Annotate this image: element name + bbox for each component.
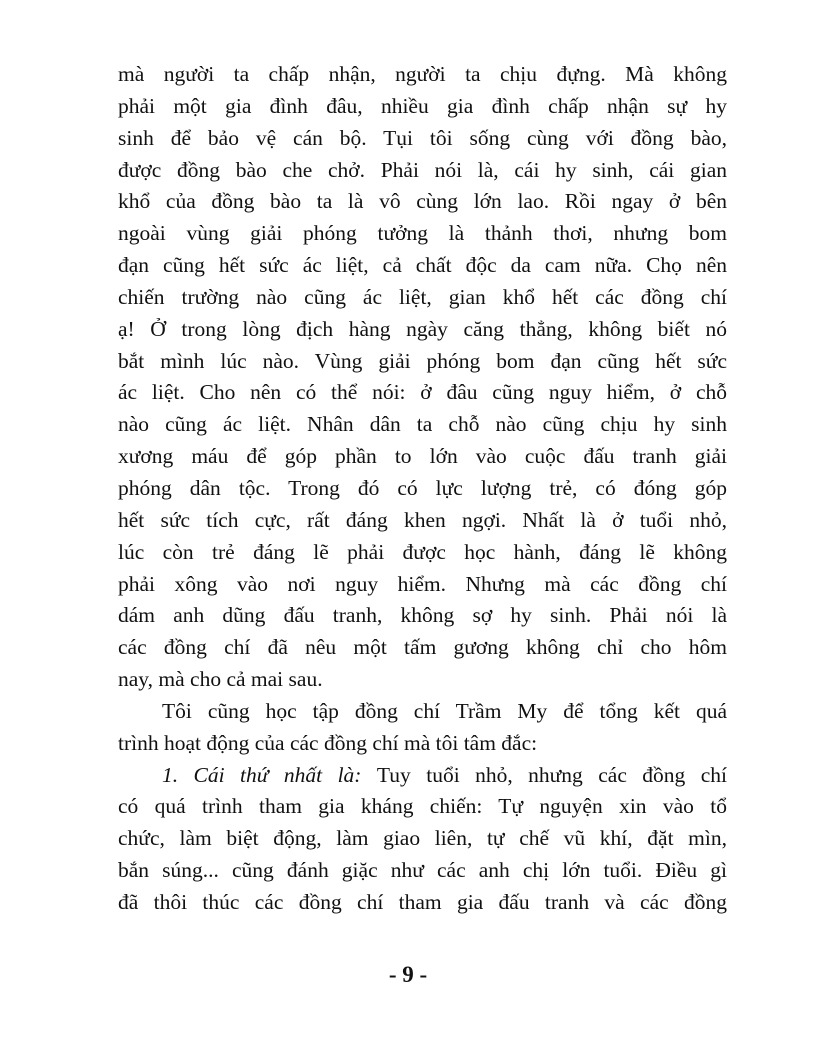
text-line: phóng dân tộc. Trong đó có lực lượng trẻ, có đóng góp (118, 475, 727, 500)
text-line: phải một gia đình đâu, nhiều gia đình chấp nhận sự hy (118, 93, 727, 118)
text-line: nay, mà cho cả mai sau. (118, 667, 323, 692)
text-line: xương máu để góp phần to lớn vào cuộc đấu tranh giải (118, 444, 727, 469)
text-line: sinh để bảo vệ cán bộ. Tụi tôi sống cùng với đồng bào, (118, 125, 727, 150)
text-line: ác liệt. Cho nên có thể nói: ở đâu cũng nguy hiểm, ở chỗ (118, 380, 727, 405)
text-line: Tôi cũng học tập đồng chí Trầm My để tổng kết quá (162, 698, 727, 723)
text-line: chức, làm biệt động, làm giao liên, tự chế vũ khí, đặt mìn, (118, 826, 727, 851)
body-text (118, 59, 727, 919)
text-line: bắt mình lúc nào. Vùng giải phóng bom đạn cũng hết sức (118, 348, 727, 373)
text-line: có quá trình tham gia kháng chiến: Tự nguyện xin vào tổ (118, 794, 727, 819)
text-line: được đồng bào che chở. Phải nói là, cái hy sinh, cái gian (118, 157, 727, 182)
text-line (118, 760, 727, 792)
text-line: các đồng chí đã nêu một tấm gương không chỉ cho hôm (118, 635, 727, 660)
text-line: dám anh dũng đấu tranh, không sợ hy sinh. Phải nói là (118, 603, 727, 628)
text-line: mà người ta chấp nhận, người ta chịu đựng. Mà không (118, 62, 727, 86)
text-line: khổ của đồng bào ta là vô cùng lớn lao. Rồi ngay ở bên (118, 189, 727, 214)
list-item-text: Tuy tuổi nhỏ, nhưng các đồng chí (376, 762, 727, 787)
text-line: phải xông vào nơi nguy hiểm. Nhưng mà các đồng chí (118, 571, 727, 596)
page-number: - 9 - (388, 962, 428, 987)
text-line: ạ! Ở trong lòng địch hàng ngày căng thẳng, không biết nó (118, 316, 727, 341)
text-line: đã thôi thúc các đồng chí tham gia đấu tranh và các đồng (118, 889, 727, 914)
text-line: lúc còn trẻ đáng lẽ phải được học hành, đáng lẽ không (118, 539, 727, 564)
text-line: nào cũng ác liệt. Nhân dân ta chỗ nào cũng chịu hy sinh (118, 412, 727, 437)
text-line: hết sức tích cực, rất đáng khen ngợi. Nhất là ở tuổi nhỏ, (118, 507, 727, 532)
text-line: ngoài vùng giải phóng tưởng là thảnh thơi, nhưng bom (118, 221, 727, 246)
text-line: bắn súng... cũng đánh giặc như các anh chị lớn tuổi. Điều gì (118, 858, 727, 883)
text-line: chiến trường nào cũng ác liệt, gian khổ hết các đồng chí (118, 284, 727, 309)
text-line: trình hoạt động của các đồng chí mà tôi tâm đắc: (118, 730, 538, 755)
list-item-label: 1. Cái thứ nhất là: (162, 762, 377, 787)
text-line: đạn cũng hết sức ác liệt, cả chất độc da cam nữa. Chọ nên (118, 253, 727, 278)
